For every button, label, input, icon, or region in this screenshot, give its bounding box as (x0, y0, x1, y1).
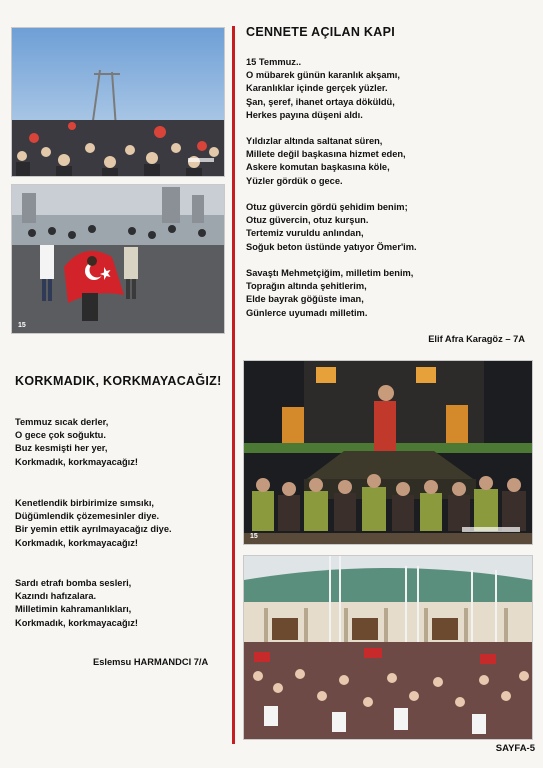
verse-line: Elde bayrak göğüste iman, (246, 294, 364, 305)
bridge-crowd-photo (12, 28, 224, 176)
verse-line: Otuz güvercin, otuz kurşun. (246, 215, 369, 226)
verse-line: Yıldızlar altında saltanat süren, (246, 136, 383, 146)
verse-line: Korkmadık, korkmayacağız! (15, 617, 138, 628)
verse-line: Korkmadık, korkmayacağız! (15, 456, 138, 467)
verse-line: Savaştı Mehmetçiğim, milletim benim, (246, 268, 414, 278)
verse-line: Soğuk beton üstünde yatıyor Ömer'im. (246, 241, 417, 252)
column-divider (232, 26, 235, 744)
verse-line: Milletimin kahramanlıkları, (15, 604, 132, 615)
verse-line: Günlerce uyumadı milletim. (246, 307, 368, 318)
verse-line: Millete değil başkasına hizmet eden, (246, 149, 406, 160)
page-number: SAYFA-5 (495, 743, 535, 754)
verse-line: O mübarek günün karanlık akşamı, (246, 70, 400, 81)
poem1-stanza-1 (246, 56, 400, 122)
flag-rally-photo (244, 556, 532, 739)
photo-stamp: 15 (250, 533, 258, 540)
verse-line: Buz kesmişti her yer, (15, 443, 108, 454)
verse-line: Karanlıklar içinde gerçek yüzler. (246, 83, 388, 94)
poem1-stanza-3 (246, 201, 417, 254)
poem1-stanza-4 (246, 267, 413, 320)
verse-line: O gece çok soğuktu. (15, 430, 106, 441)
poem2-author: Eslemsu HARMANDCI 7/A (93, 657, 209, 667)
verse-line: Düğümlendik çözemesinler diye. (15, 511, 160, 522)
verse-line: Yüzler gördük o gece. (246, 175, 343, 186)
verse-line: Toprağın altında şehitlerim, (246, 281, 367, 292)
poem1-stanza-2 (246, 135, 406, 188)
poem-title-1: CENNETE AÇILAN KAPI (246, 25, 395, 39)
poem1-author: Elif Afra Karagöz – 7A (428, 334, 525, 344)
flag-rally-illustration (244, 556, 532, 739)
poem-title-2: KORKMADIK, KORKMAYACAĞIZ! (15, 374, 222, 388)
verse-line: Herkes payına düşeni aldı. (246, 109, 363, 120)
poem2-stanza-2 (15, 497, 172, 550)
verse-line: 15 Temmuz.. (246, 57, 302, 67)
verse-line: Şan, şeref, ihanet ortaya döküldü, (246, 96, 395, 107)
photo-stamp: 15 (18, 322, 26, 329)
verse-line: Tertemiz vuruldu anlından, (246, 228, 364, 239)
verse-line: Temmuz sıcak derler, (15, 417, 109, 427)
verse-line: Korkmadık, korkmayacağız! (15, 537, 138, 548)
verse-line: Sardı etrafı bomba sesleri, (15, 578, 132, 588)
poem2-stanza-1 (15, 416, 138, 469)
bridge-crowd-illustration (12, 28, 224, 176)
verse-line: Askere komutan başkasına köle, (246, 162, 390, 173)
tank-crowd-night-photo (244, 361, 532, 544)
tank-crowd-illustration (244, 361, 532, 544)
verse-line: Bir yemin ettik ayrılmayacağız diye. (15, 524, 172, 535)
flag-bearer-illustration (12, 185, 224, 333)
flag-bearer-photo (12, 185, 224, 333)
verse-line: Otuz güvercin gördü şehidim benim; (246, 202, 408, 212)
poem2-stanza-3 (15, 577, 138, 630)
verse-line: Kenetlendik birbirimize sımsıkı, (15, 498, 154, 508)
verse-line: Kazındı hafızalara. (15, 591, 97, 602)
